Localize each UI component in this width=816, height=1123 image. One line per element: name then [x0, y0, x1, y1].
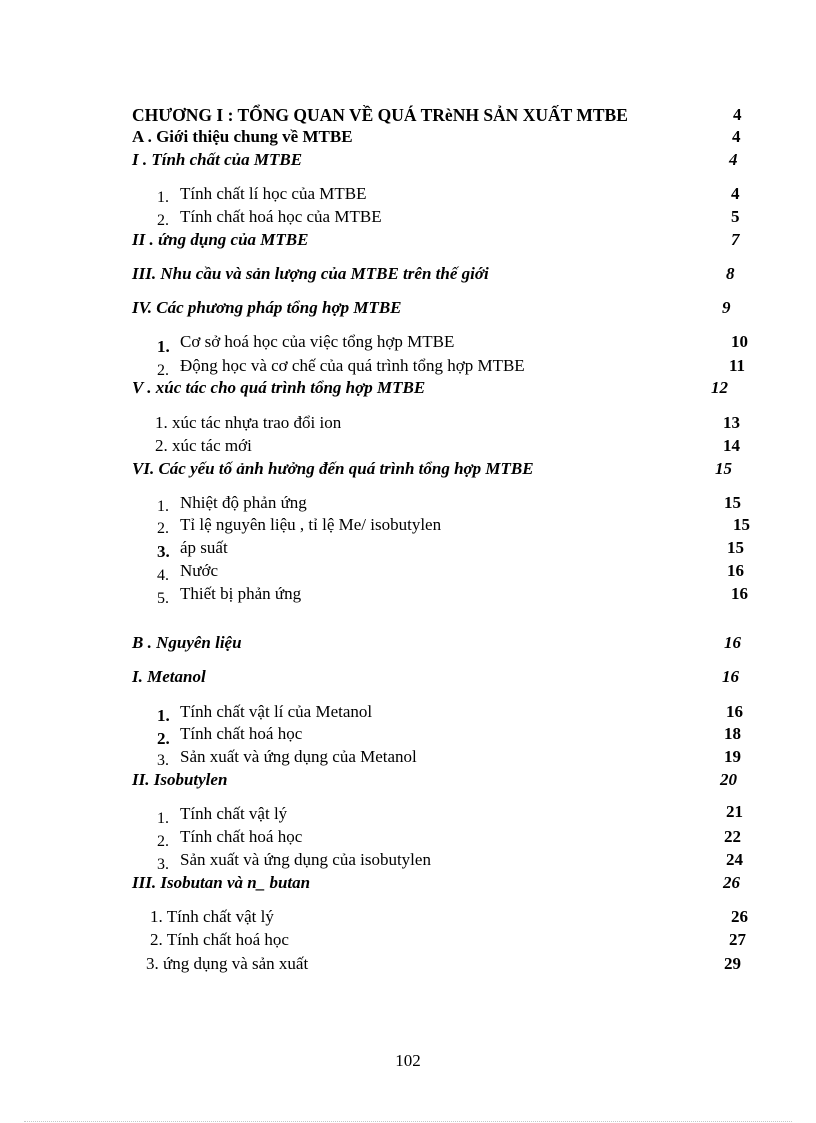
toc-part-a-title: A . Giới thiệu chung về MTBE: [132, 127, 353, 146]
toc-section-2-title: II . ứng dụng của MTBE: [132, 230, 309, 249]
toc-section-4-page: 9: [722, 298, 731, 317]
toc-item-number: 3.: [157, 752, 169, 769]
toc-item-label: Thiết bị phản ứng: [180, 584, 302, 603]
toc-section-3-title: III. Nhu cầu và sản lượng của MTBE trên thế giới: [132, 264, 489, 283]
toc-item-label: Tính chất vật lí của Metanol: [180, 702, 373, 721]
toc-item-label: Tính chất hoá học: [180, 724, 303, 743]
toc-item-number: 2.: [157, 362, 169, 379]
toc-item-number: 2.: [157, 833, 169, 850]
toc-item-page: 19: [724, 747, 741, 766]
toc-item-page: 15: [727, 538, 744, 557]
toc-item-number: 5.: [157, 590, 169, 607]
toc-item-page: 15: [733, 515, 750, 534]
toc-item-label: Sản xuất và ứng dụng của Metanol: [180, 747, 417, 766]
toc-metanol-page: 16: [722, 667, 739, 686]
toc-item-number: 1.: [157, 810, 169, 827]
toc-section-1-title: I . Tính chất của MTBE: [132, 150, 303, 169]
toc-isobutylen-page: 20: [720, 770, 737, 789]
toc-chapter-title: CHƯƠNG I : TỔNG QUAN VỀ QUÁ TRèNH SẢN XUẤT MTBE: [132, 105, 628, 125]
toc-item-page: 21: [726, 802, 743, 821]
toc-item-label: Tính chất hoá học: [180, 827, 303, 846]
toc-part-b-title: B . Nguyên liệu: [132, 633, 242, 652]
toc-item-page: 13: [723, 413, 740, 432]
bottom-divider: [24, 1121, 792, 1122]
toc-item-page: 16: [727, 561, 744, 580]
toc-item-number: 1.: [157, 189, 169, 206]
toc-item-label: Động học và cơ chế của quá trình tổng hợp MTBE: [180, 356, 525, 375]
toc-item-page: 22: [724, 827, 741, 846]
toc-item-label: 2. Tính chất hoá học: [150, 930, 289, 949]
toc-chapter-page: 4: [733, 105, 742, 124]
toc-item-page: 24: [726, 850, 743, 869]
toc-item-label: Tỉ lệ nguyên liệu , tỉ lệ Me/ isobutylen: [180, 515, 442, 534]
toc-section-5-title: V . xúc tác cho quá trình tổng hợp MTBE: [132, 378, 426, 397]
toc-item-label: 2. xúc tác mới: [155, 436, 252, 455]
toc-item-page: 18: [724, 724, 741, 743]
toc-section-2-page: 7: [731, 230, 740, 249]
toc-item-page: 4: [731, 184, 740, 203]
toc-section-6-page: 15: [715, 459, 732, 478]
toc-item-label: 3. ứng dụng và sản xuất: [146, 954, 309, 973]
toc-item-label: Tính chất vật lý: [180, 804, 288, 823]
toc-isobutan-page: 26: [723, 873, 740, 892]
toc-item-label: 1. Tính chất vật lý: [150, 907, 274, 926]
toc-item-page: 15: [724, 493, 741, 512]
toc-item-number: 1.: [157, 337, 170, 356]
toc-item-label: áp suất: [180, 538, 228, 557]
toc-section-5-page: 12: [711, 378, 728, 397]
toc-item-label: Sản xuất và ứng dụng của isobutylen: [180, 850, 431, 869]
toc-item-page: 29: [724, 954, 741, 973]
toc-item-number: 2.: [157, 520, 169, 537]
toc-item-page: 27: [729, 930, 746, 949]
toc-item-label: Nước: [180, 561, 219, 580]
toc-item-page: 14: [723, 436, 740, 455]
toc-section-6-title: VI. Các yếu tố ảnh hưởng đến quá trình tổng hợp MTBE: [132, 459, 534, 478]
toc-item-label: Nhiệt độ phản ứng: [180, 493, 307, 512]
toc-item-page: 11: [729, 356, 746, 375]
toc-item-page: 10: [731, 332, 748, 351]
toc-item-page: 16: [731, 584, 748, 603]
toc-item-number: 3.: [157, 856, 169, 873]
toc-section-3-page: 8: [726, 264, 735, 283]
toc-item-page: 16: [726, 702, 743, 721]
toc-item-number: 2.: [157, 212, 169, 229]
toc-item-number: 1.: [157, 498, 169, 515]
page-number: 102: [395, 1051, 421, 1070]
toc-part-a-page: 4: [732, 127, 741, 146]
toc-item-number: 2.: [157, 729, 170, 748]
toc-item-page: 26: [731, 907, 748, 926]
toc-section-4-title: IV. Các phương pháp tổng hợp MTBE: [132, 298, 402, 317]
toc-item-number: 1.: [157, 706, 170, 725]
toc-isobutylen-title: II. Isobutylen: [132, 770, 228, 789]
toc-item-page: 5: [731, 207, 740, 226]
toc-item-number: 4.: [157, 567, 169, 584]
toc-section-1-page: 4: [729, 150, 738, 169]
toc-item-label: Tính chất lí học của MTBE: [180, 184, 367, 203]
toc-part-b-page: 16: [724, 633, 741, 652]
toc-metanol-title: I. Metanol: [132, 667, 206, 686]
toc-item-label: Cơ sở hoá học của việc tổng hợp MTBE: [180, 332, 455, 351]
toc-isobutan-title: III. Isobutan và n_ butan: [132, 873, 311, 892]
toc-item-label: 1. xúc tác nhựa trao đổi ion: [155, 413, 342, 432]
toc-item-number: 3.: [157, 542, 170, 561]
toc-item-label: Tính chất hoá học của MTBE: [180, 207, 382, 226]
